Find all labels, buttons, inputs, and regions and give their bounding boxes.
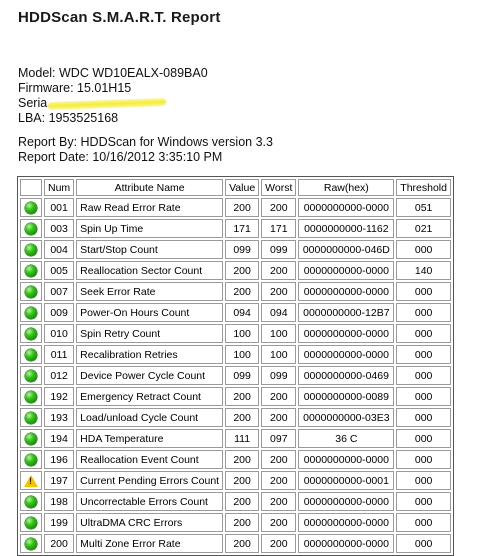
yellow-warning-triangle-icon bbox=[24, 475, 38, 487]
threshold-cell: 000 bbox=[396, 492, 451, 511]
num-cell: 194 bbox=[44, 429, 74, 448]
serial-line bbox=[18, 96, 208, 111]
green-status-dot-icon bbox=[25, 265, 37, 277]
table-row bbox=[20, 366, 451, 385]
worst-cell: 200 bbox=[261, 408, 296, 427]
attribute-name-cell: HDA Temperature bbox=[76, 429, 223, 448]
green-status-dot-icon bbox=[25, 349, 37, 361]
status-cell bbox=[20, 303, 42, 322]
model-line: Model: WDC WD10EALX-089BA0 bbox=[18, 66, 208, 80]
num-cell: 197 bbox=[44, 471, 74, 490]
worst-cell: 099 bbox=[261, 366, 296, 385]
serial-label: Seria bbox=[18, 96, 48, 110]
value-cell: 111 bbox=[225, 429, 259, 448]
value-cell: 200 bbox=[225, 282, 259, 301]
attribute-name-cell: Device Power Cycle Count bbox=[76, 366, 223, 385]
status-cell bbox=[20, 261, 42, 280]
value-cell: 200 bbox=[225, 492, 259, 511]
table-row bbox=[20, 429, 451, 448]
green-status-dot-icon bbox=[25, 370, 37, 382]
table-header-row bbox=[20, 179, 451, 196]
report-by-line: Report By: HDDScan for Windows version 3.3 bbox=[18, 135, 273, 149]
raw-cell: 0000000000-0000 bbox=[298, 282, 394, 301]
raw-cell: 0000000000-0000 bbox=[298, 324, 394, 343]
threshold-cell: 000 bbox=[396, 471, 451, 490]
status-cell bbox=[20, 198, 42, 217]
green-status-dot-icon bbox=[25, 202, 37, 214]
attribute-name-cell: Multi Zone Error Rate bbox=[76, 534, 223, 553]
status-cell bbox=[20, 471, 42, 490]
raw-cell: 0000000000-0000 bbox=[298, 534, 394, 553]
num-cell: 009 bbox=[44, 303, 74, 322]
value-cell: 100 bbox=[225, 345, 259, 364]
threshold-cell: 021 bbox=[396, 219, 451, 238]
value-cell: 200 bbox=[225, 471, 259, 490]
value-cell: 200 bbox=[225, 513, 259, 532]
table-row bbox=[20, 387, 451, 406]
green-status-dot-icon bbox=[25, 496, 37, 508]
green-status-dot-icon bbox=[25, 286, 37, 298]
threshold-cell: 000 bbox=[396, 240, 451, 259]
threshold-cell: 000 bbox=[396, 513, 451, 532]
status-cell bbox=[20, 366, 42, 385]
num-cell: 200 bbox=[44, 534, 74, 553]
status-cell bbox=[20, 345, 42, 364]
raw-cell: 0000000000-0000 bbox=[298, 345, 394, 364]
green-status-dot-icon bbox=[25, 517, 37, 529]
value-cell: 094 bbox=[225, 303, 259, 322]
num-cell: 011 bbox=[44, 345, 74, 364]
worst-cell: 200 bbox=[261, 471, 296, 490]
raw-cell: 36 C bbox=[298, 429, 394, 448]
worst-cell: 200 bbox=[261, 198, 296, 217]
status-cell bbox=[20, 240, 42, 259]
worst-cell: 094 bbox=[261, 303, 296, 322]
threshold-cell: 000 bbox=[396, 366, 451, 385]
value-cell: 200 bbox=[225, 261, 259, 280]
num-cell: 007 bbox=[44, 282, 74, 301]
raw-cell: 0000000000-0000 bbox=[298, 198, 394, 217]
attribute-name-column-header: Attribute Name bbox=[76, 179, 223, 196]
value-cell: 200 bbox=[225, 408, 259, 427]
num-cell: 001 bbox=[44, 198, 74, 217]
attribute-name-cell: Start/Stop Count bbox=[76, 240, 223, 259]
table-row bbox=[20, 450, 451, 469]
worst-cell: 171 bbox=[261, 219, 296, 238]
raw-cell: 0000000000-0000 bbox=[298, 261, 394, 280]
table-row bbox=[20, 345, 451, 364]
num-column-header: Num bbox=[44, 179, 74, 196]
raw-cell: 0000000000-12B7 bbox=[298, 303, 394, 322]
green-status-dot-icon bbox=[25, 391, 37, 403]
green-status-dot-icon bbox=[25, 412, 37, 424]
raw-cell: 0000000000-0000 bbox=[298, 513, 394, 532]
table-row bbox=[20, 261, 451, 280]
firmware-line: Firmware: 15.01H15 bbox=[18, 81, 132, 95]
threshold-cell: 000 bbox=[396, 324, 451, 343]
worst-cell: 097 bbox=[261, 429, 296, 448]
smart-attributes-table bbox=[17, 176, 454, 556]
raw-column-header: Raw(hex) bbox=[298, 179, 394, 196]
status-cell bbox=[20, 324, 42, 343]
report-title: HDDScan S.M.A.R.T. Report bbox=[18, 9, 221, 26]
attribute-name-cell: Uncorrectable Errors Count bbox=[76, 492, 223, 511]
attribute-name-cell: Spin Retry Count bbox=[76, 324, 223, 343]
raw-cell: 0000000000-0469 bbox=[298, 366, 394, 385]
raw-cell: 0000000000-03E3 bbox=[298, 408, 394, 427]
num-cell: 012 bbox=[44, 366, 74, 385]
redaction-highlight bbox=[48, 98, 166, 110]
worst-column-header: Worst bbox=[261, 179, 296, 196]
green-status-dot-icon bbox=[25, 307, 37, 319]
attribute-name-cell: Reallocation Sector Count bbox=[76, 261, 223, 280]
worst-cell: 200 bbox=[261, 261, 296, 280]
worst-cell: 099 bbox=[261, 240, 296, 259]
worst-cell: 200 bbox=[261, 492, 296, 511]
value-cell: 200 bbox=[225, 534, 259, 553]
attribute-name-cell: Emergency Retract Count bbox=[76, 387, 223, 406]
status-cell bbox=[20, 282, 42, 301]
table-row bbox=[20, 324, 451, 343]
green-status-dot-icon bbox=[25, 433, 37, 445]
table-row bbox=[20, 408, 451, 427]
report-meta bbox=[18, 135, 273, 165]
table-row bbox=[20, 492, 451, 511]
status-cell bbox=[20, 513, 42, 532]
attribute-name-cell: Recalibration Retries bbox=[76, 345, 223, 364]
threshold-cell: 000 bbox=[396, 408, 451, 427]
value-cell: 171 bbox=[225, 219, 259, 238]
status-column-header bbox=[20, 179, 42, 196]
threshold-cell: 140 bbox=[396, 261, 451, 280]
raw-cell: 0000000000-1162 bbox=[298, 219, 394, 238]
num-cell: 004 bbox=[44, 240, 74, 259]
status-cell bbox=[20, 408, 42, 427]
value-column-header: Value bbox=[225, 179, 259, 196]
threshold-cell: 000 bbox=[396, 387, 451, 406]
num-cell: 003 bbox=[44, 219, 74, 238]
attribute-name-cell: Load/unload Cycle Count bbox=[76, 408, 223, 427]
raw-cell: 0000000000-0000 bbox=[298, 492, 394, 511]
worst-cell: 200 bbox=[261, 387, 296, 406]
value-cell: 099 bbox=[225, 240, 259, 259]
value-cell: 099 bbox=[225, 366, 259, 385]
status-cell bbox=[20, 534, 42, 553]
table-row bbox=[20, 471, 451, 490]
threshold-cell: 000 bbox=[396, 303, 451, 322]
attribute-name-cell: Current Pending Errors Count bbox=[76, 471, 223, 490]
num-cell: 198 bbox=[44, 492, 74, 511]
green-status-dot-icon bbox=[25, 244, 37, 256]
raw-cell: 0000000000-0089 bbox=[298, 387, 394, 406]
threshold-cell: 000 bbox=[396, 282, 451, 301]
value-cell: 200 bbox=[225, 387, 259, 406]
value-cell: 200 bbox=[225, 450, 259, 469]
attribute-name-cell: Raw Read Error Rate bbox=[76, 198, 223, 217]
threshold-cell: 051 bbox=[396, 198, 451, 217]
threshold-cell: 000 bbox=[396, 429, 451, 448]
drive-info bbox=[18, 66, 208, 126]
value-cell: 100 bbox=[225, 324, 259, 343]
value-cell: 200 bbox=[225, 198, 259, 217]
threshold-cell: 000 bbox=[396, 450, 451, 469]
attribute-name-cell: UltraDMA CRC Errors bbox=[76, 513, 223, 532]
num-cell: 192 bbox=[44, 387, 74, 406]
table-row bbox=[20, 219, 451, 238]
num-cell: 193 bbox=[44, 408, 74, 427]
threshold-cell: 000 bbox=[396, 345, 451, 364]
worst-cell: 200 bbox=[261, 534, 296, 553]
table-row bbox=[20, 513, 451, 532]
raw-cell: 0000000000-046D bbox=[298, 240, 394, 259]
num-cell: 199 bbox=[44, 513, 74, 532]
table-row bbox=[20, 198, 451, 217]
worst-cell: 100 bbox=[261, 345, 296, 364]
green-status-dot-icon bbox=[25, 223, 37, 235]
status-cell bbox=[20, 492, 42, 511]
threshold-column-header: Threshold bbox=[396, 179, 451, 196]
green-status-dot-icon bbox=[25, 538, 37, 550]
table-row bbox=[20, 282, 451, 301]
worst-cell: 100 bbox=[261, 324, 296, 343]
worst-cell: 200 bbox=[261, 513, 296, 532]
attribute-name-cell: Spin Up Time bbox=[76, 219, 223, 238]
num-cell: 196 bbox=[44, 450, 74, 469]
status-cell bbox=[20, 450, 42, 469]
green-status-dot-icon bbox=[25, 454, 37, 466]
attribute-name-cell: Reallocation Event Count bbox=[76, 450, 223, 469]
status-cell bbox=[20, 219, 42, 238]
worst-cell: 200 bbox=[261, 450, 296, 469]
table-row bbox=[20, 240, 451, 259]
status-cell bbox=[20, 387, 42, 406]
num-cell: 010 bbox=[44, 324, 74, 343]
raw-cell: 0000000000-0000 bbox=[298, 450, 394, 469]
num-cell: 005 bbox=[44, 261, 74, 280]
attribute-name-cell: Seek Error Rate bbox=[76, 282, 223, 301]
attribute-name-cell: Power-On Hours Count bbox=[76, 303, 223, 322]
threshold-cell: 000 bbox=[396, 534, 451, 553]
lba-line: LBA: 1953525168 bbox=[18, 111, 119, 125]
report-date-line: Report Date: 10/16/2012 3:35:10 PM bbox=[18, 150, 223, 164]
status-cell bbox=[20, 429, 42, 448]
worst-cell: 200 bbox=[261, 282, 296, 301]
table-row bbox=[20, 534, 451, 553]
table-row bbox=[20, 303, 451, 322]
green-status-dot-icon bbox=[25, 328, 37, 340]
raw-cell: 0000000000-0001 bbox=[298, 471, 394, 490]
